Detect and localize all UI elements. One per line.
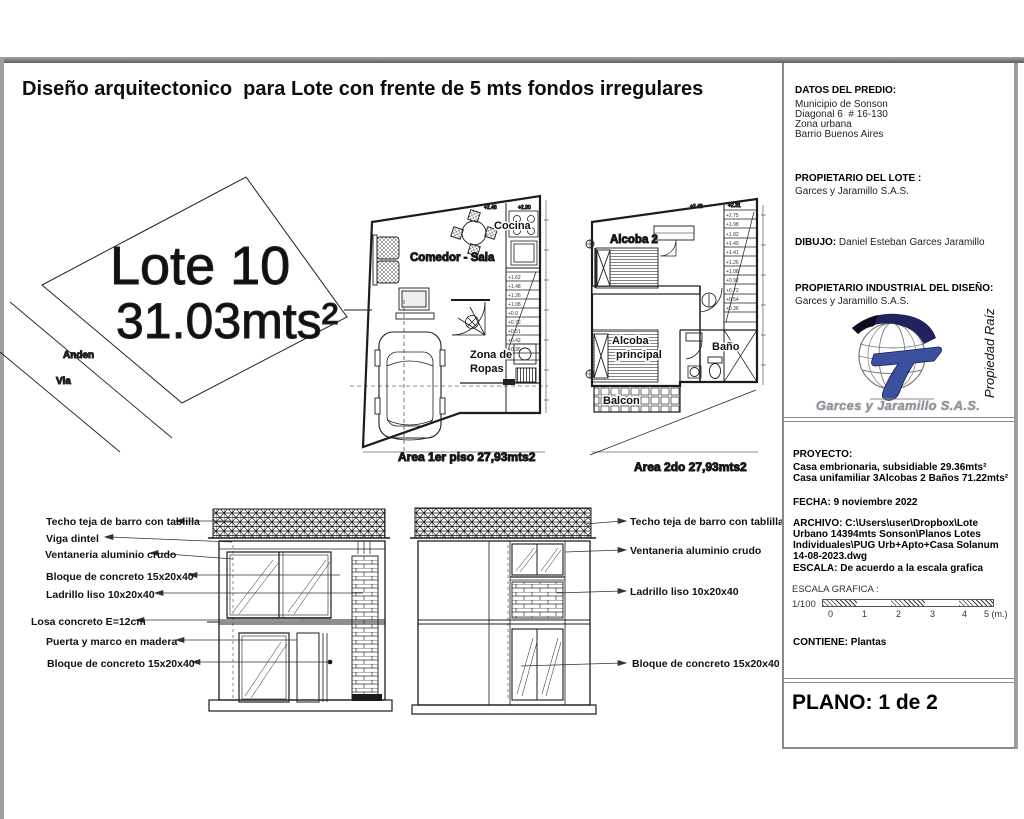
svg-text:Losa concreto E=12cm: Losa concreto E=12cm — [31, 616, 146, 628]
predio-line: Municipio de Sonson — [795, 99, 888, 110]
industrial-header: PROPIETARIO INDUSTRIAL DEL DISEÑO: — [795, 283, 994, 294]
title-block — [782, 63, 1016, 749]
level-mark: +2.48 — [690, 204, 703, 210]
dibujo-row — [795, 237, 985, 248]
living-label: Comedor - Sala — [410, 252, 495, 264]
grafica-label: ESCALA GRAFICA : — [792, 584, 879, 595]
plano-number: PLANO: 1 de 2 — [792, 691, 938, 714]
scale-tick: 3 — [930, 609, 936, 619]
logo-tagline: Propiedad Raíz — [982, 308, 997, 398]
dibujo-value: Daniel Esteban Garces Jaramillo — [838, 237, 985, 248]
industrial-value: Garces y Jaramillo S.A.S. — [795, 296, 909, 307]
svg-text:+1.08: +1.08 — [508, 302, 521, 308]
scale-tick: 2 — [896, 609, 902, 619]
brick-panel — [512, 582, 563, 618]
scale-unit: 5 (m.) — [984, 609, 1008, 619]
fecha-header: FECHA: — [793, 497, 831, 508]
graphic-scale-bar — [822, 599, 994, 607]
lot-area: 31.03mts² — [116, 293, 339, 349]
archivo-row — [793, 518, 1007, 562]
rear-elevation-labels — [630, 516, 784, 670]
contiene-row — [793, 637, 886, 648]
roof-hatch — [213, 509, 385, 538]
contiene-header: CONTIENE: — [793, 637, 848, 648]
lot-diagram — [0, 177, 347, 452]
svg-text:+0.72: +0.72 — [508, 320, 521, 326]
elevation-rear — [410, 508, 784, 714]
svg-text:+0.54: +0.54 — [726, 297, 739, 303]
svg-text:Puerta y marco en madera: Puerta y marco en madera — [46, 636, 178, 648]
proyecto-line: Casa unifamiliar 3Alcobas 2 Baños 71.22mts² — [793, 473, 1009, 484]
balcony-label: Balcon — [603, 395, 640, 407]
lot-name: Lote 10 — [110, 236, 291, 296]
logo-j-glyph — [872, 347, 942, 400]
fecha-row — [793, 497, 918, 508]
proyecto-line: Casa embrionaria, subsidiable 29.36mts² — [793, 462, 987, 473]
predio-line: Barrio Buenos Aires — [795, 129, 884, 140]
scale-tick: 0 — [828, 609, 834, 619]
kitchen-label: Cocina — [494, 220, 531, 232]
svg-text:+1.62: +1.62 — [508, 275, 521, 281]
svg-text:Ventaneria aluminio crudo: Ventaneria aluminio crudo — [630, 545, 762, 557]
floor2-step-labels — [726, 213, 739, 312]
svg-text:+0.36: +0.36 — [508, 347, 521, 353]
predio-line: Diagonal 6 # 16-130 — [795, 109, 888, 120]
predio-header: DATOS DEL PREDIO: — [795, 85, 897, 96]
floor-plan-1 — [344, 196, 549, 464]
scale-tick: 1 — [862, 609, 868, 619]
owner-value: Garces y Jaramillo S.A.S. — [795, 186, 909, 197]
contiene-value: Plantas — [850, 637, 887, 648]
logo-company-name: Garces y Jaramillo S.A.S. — [815, 398, 981, 413]
sidewalk-label: Anden — [63, 350, 95, 361]
floor2-caption: Area 2do 27,93mts2 — [634, 460, 747, 474]
sheet-title: Diseño arquitectonico para Lote con frente de 5 mts fondos irregulares — [22, 78, 704, 100]
floor1-caption: Area 1er piso 27,93mts2 — [398, 450, 536, 464]
roof-hatch — [415, 508, 591, 538]
predio-line: Zona urbana — [795, 119, 852, 130]
svg-text:+0.9: +0.9 — [508, 311, 518, 317]
svg-text:+1.49: +1.49 — [726, 241, 739, 247]
laundry-label-2: Ropas — [470, 363, 504, 375]
svg-text:+0.36: +0.36 — [726, 306, 739, 312]
owner-header: PROPIETARIO DEL LOTE : — [795, 173, 922, 184]
svg-text:+1.26: +1.26 — [726, 260, 739, 266]
svg-text:+0.72: +0.72 — [726, 288, 739, 294]
road-line — [0, 352, 120, 452]
grafica-ratio: 1/100 — [792, 599, 816, 610]
section-divider — [784, 417, 1014, 422]
level-mark: +2.31 — [728, 203, 741, 209]
svg-text:Ladrillo liso 10x20x40: Ladrillo liso 10x20x40 — [46, 589, 155, 601]
section-divider — [784, 678, 1014, 683]
svg-text:+1.41: +1.41 — [726, 250, 739, 256]
escala-value: De acuerdo a la escala grafica — [840, 563, 984, 574]
archivo-header: ARCHIVO: — [793, 518, 843, 529]
svg-text:Bloque de concreto 15x20x40: Bloque de concreto 15x20x40 — [632, 658, 780, 670]
master-label-2: principal — [616, 349, 662, 361]
archivo-value: C:\Users\user\Dropbox\Lote Urbano 14394mts Sonson\Planos Lotes Individuales\PUG Urb+Apto+Casa Solanum 14-08-2023.dwg — [793, 518, 1002, 562]
elevation-front — [31, 509, 392, 711]
svg-text:Techo teja de barro con tablil: Techo teja de barro con tablilla — [630, 516, 784, 528]
scale-tick: 4 — [962, 609, 968, 619]
facade — [418, 541, 590, 705]
laundry-label-1: Zona de — [470, 349, 513, 361]
dibujo-header: DIBUJO: — [795, 237, 837, 248]
floor-plan-2 — [586, 199, 766, 474]
svg-text:Bloque de concreto 15x20x40: Bloque de concreto 15x20x40 — [46, 571, 194, 583]
svg-text:+1.82: +1.82 — [726, 232, 739, 238]
svg-text:Viga dintel: Viga dintel — [46, 533, 99, 545]
escala-row — [793, 563, 983, 574]
svg-text:Ladrillo liso 10x20x40: Ladrillo liso 10x20x40 — [630, 586, 739, 598]
fecha-value: 9 noviembre 2022 — [833, 497, 918, 508]
bath-label: Baño — [712, 341, 740, 353]
company-logo — [822, 306, 1002, 402]
svg-text:+1.08: +1.08 — [726, 269, 739, 275]
svg-text:+1.98: +1.98 — [726, 222, 739, 228]
svg-text:+2.75: +2.75 — [726, 213, 739, 219]
svg-text:+1.48: +1.48 — [508, 284, 521, 290]
svg-text:+0.51: +0.51 — [508, 329, 521, 335]
brick-column — [352, 556, 378, 700]
svg-text:+0.92: +0.92 — [726, 278, 739, 284]
master-label-1: Alcoba — [612, 335, 649, 347]
svg-text:Ventaneria aluminio crudo: Ventaneria aluminio crudo — [45, 549, 177, 561]
level-mark: +2.48 — [484, 205, 497, 211]
svg-text:+1.26: +1.26 — [508, 293, 521, 299]
svg-text:Techo teja de barro con tablil: Techo teja de barro con tablilla — [46, 516, 200, 528]
ground-line — [412, 705, 596, 714]
escala-header: ESCALA: — [793, 563, 838, 574]
level-mark: +2.30 — [518, 205, 531, 211]
bedroom2-label: Alcoba 2 — [610, 234, 658, 246]
road-label: Via — [56, 376, 71, 387]
svg-text:+0.42: +0.42 — [508, 338, 521, 344]
svg-text:Bloque de concreto 15x20x40: Bloque de concreto 15x20x40 — [47, 658, 195, 670]
proyecto-header: PROYECTO: — [793, 449, 853, 460]
